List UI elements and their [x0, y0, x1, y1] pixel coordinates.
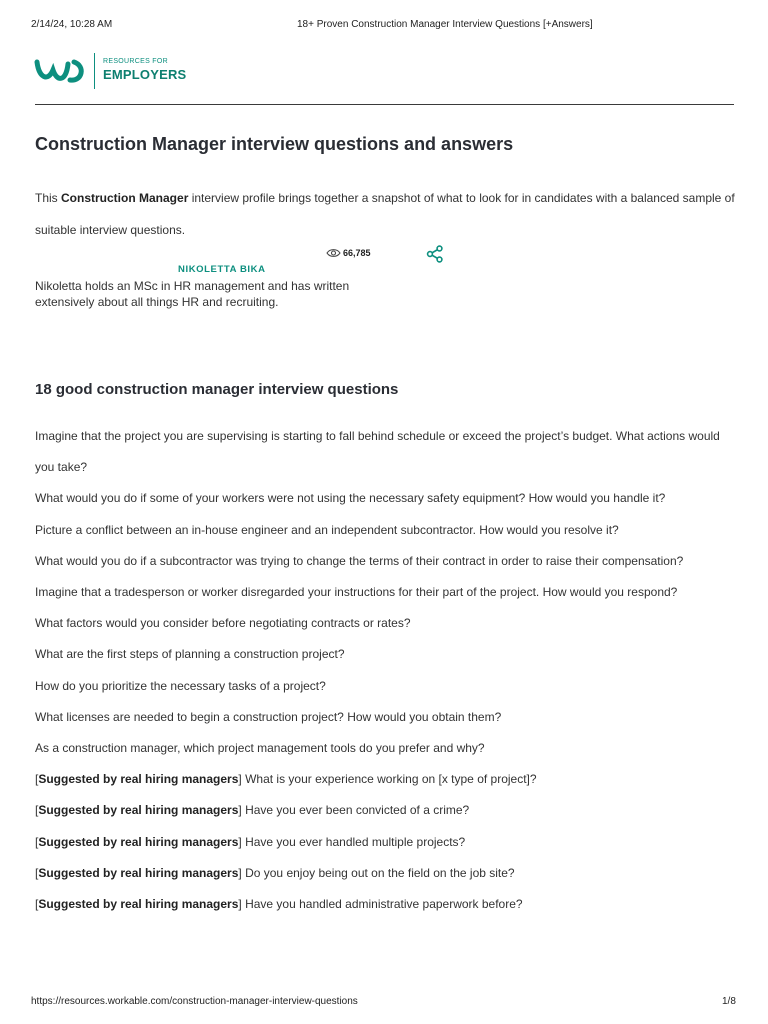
eye-icon [326, 248, 341, 258]
header-divider [35, 104, 734, 105]
logo-subtitle: RESOURCES FOR [103, 58, 168, 65]
print-datetime: 2/14/24, 10:28 AM [31, 19, 113, 30]
suggested-label: Suggested by real hiring managers [38, 803, 239, 818]
question-item: What factors would you consider before negotiating contracts or rates? [35, 616, 411, 631]
share-icon[interactable] [426, 245, 444, 263]
intro-role: Construction Manager [61, 191, 189, 205]
question-item: As a construction manager, which project management tools do you prefer and why? [35, 741, 485, 756]
print-page-number: 1/8 [722, 996, 736, 1007]
suggested-question-item: [Suggested by real hiring managers] Have you ever handled multiple projects? [35, 834, 466, 849]
question-item: What licenses are needed to begin a construction project? How would you obtain them? [35, 709, 502, 724]
suggested-label: Suggested by real hiring managers [38, 772, 239, 787]
suggested-label: Suggested by real hiring managers [38, 865, 239, 880]
question-item: What would you do if a subcontractor was trying to change the terms of their contract in order to raise their compensation? [35, 553, 684, 568]
question-list [35, 421, 740, 920]
suggested-question-item: [Suggested by real hiring managers] What is your experience working on [x type of project]? [35, 772, 537, 787]
logo-title[interactable]: EMPLOYERS [103, 67, 187, 82]
author-name[interactable]: NIKOLETTA BIKA [178, 264, 266, 275]
question-item: Picture a conflict between an in-house engineer and an independent subcontractor. How would you resolve it? [35, 522, 619, 537]
section-title: 18 good construction manager interview questions [35, 381, 399, 398]
question-item: How do you prioritize the necessary tasks of a project? [35, 678, 326, 693]
article-title: Construction Manager interview questions and answers [35, 134, 514, 154]
print-page-title: 18+ Proven Construction Manager Interview Questions [+Answers] [297, 19, 593, 30]
suggested-question-item: [Suggested by real hiring managers] Have you handled administrative paperwork before? [35, 897, 523, 912]
suggested-question-item: [Suggested by real hiring managers] Have you ever been convicted of a crime? [35, 803, 470, 818]
question-item: Imagine that the project you are supervising is starting to fall behind schedule or exceed the project’s budget. What actions would you take? [35, 429, 720, 475]
views-value: 66,785 [343, 248, 371, 258]
suggested-question-item: [Suggested by real hiring managers] Do you enjoy being out on the field on the job site? [35, 865, 515, 880]
print-url[interactable]: https://resources.workable.com/construction-manager-interview-questions [31, 996, 358, 1007]
suggested-label: Suggested by real hiring managers [38, 897, 239, 912]
article-intro: This Construction Manager interview profile brings together a snapshot of what to look for in candidates with a balanced sample of suitable interview questions. [35, 191, 735, 237]
author-bio: Nikoletta holds an MSc in HR management and has written extensively about all things HR and recruiting. [35, 279, 350, 309]
question-item: Imagine that a tradesperson or worker disregarded your instructions for their part of the project. How would you respond? [35, 585, 678, 600]
view-count [326, 248, 371, 258]
logo-divider [94, 53, 95, 89]
question-item: What would you do if some of your workers were not using the necessary safety equipment? How would you handle it? [35, 491, 666, 506]
question-item: What are the first steps of planning a construction project? [35, 647, 345, 662]
suggested-label: Suggested by real hiring managers [38, 834, 239, 849]
workable-logo-icon[interactable] [34, 56, 86, 86]
